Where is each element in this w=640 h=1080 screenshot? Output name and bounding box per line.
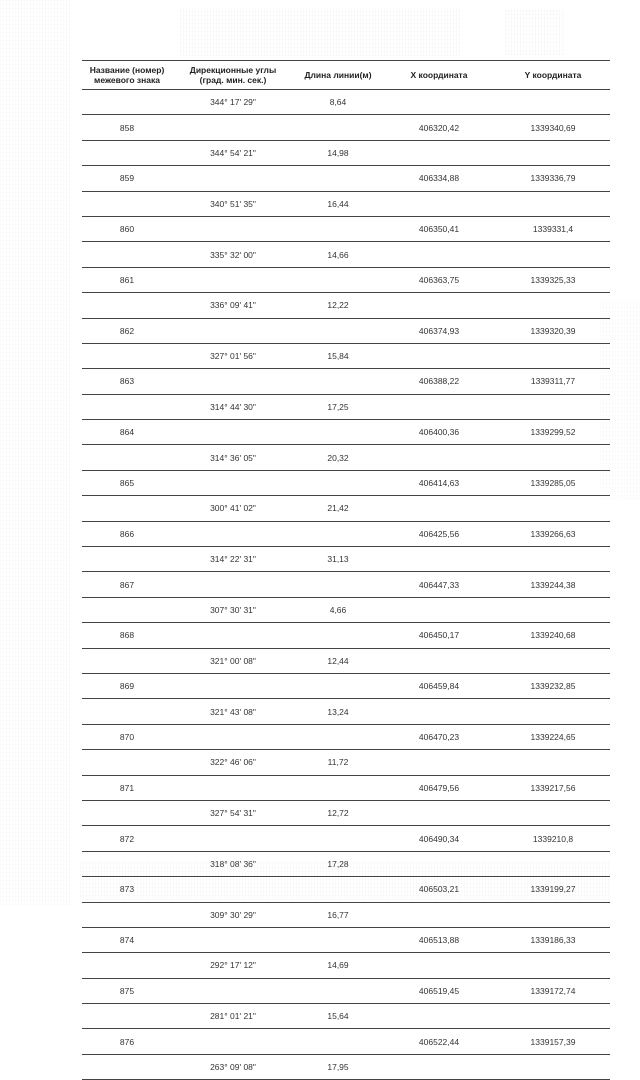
cell-line-length: 20,32: [294, 445, 382, 470]
table-header: [82, 61, 610, 90]
cell-mark-name: [82, 343, 172, 368]
cell-line-length: [294, 927, 382, 952]
cell-x-coordinate: 406490,34: [382, 826, 496, 851]
cell-direction-angle: 336° 09' 41": [172, 293, 294, 318]
cell-direction-angle: [172, 673, 294, 698]
cell-line-length: 12,22: [294, 293, 382, 318]
cell-direction-angle: [172, 166, 294, 191]
table-row: [82, 369, 610, 394]
cell-x-coordinate: [382, 343, 496, 368]
cell-x-coordinate: 406450,17: [382, 623, 496, 648]
cell-x-coordinate: 406513,88: [382, 927, 496, 952]
cell-y-coordinate: 1339285,05: [496, 470, 610, 495]
cell-direction-angle: 307° 30' 31": [172, 597, 294, 622]
cell-x-coordinate: 406334,88: [382, 166, 496, 191]
cell-x-coordinate: [382, 191, 496, 216]
cell-direction-angle: [172, 927, 294, 952]
cell-x-coordinate: 406503,21: [382, 877, 496, 902]
cell-y-coordinate: [496, 597, 610, 622]
scan-noise-top: [180, 8, 460, 56]
header-mark-name-line1: Название (номер): [89, 65, 165, 75]
cell-line-length: 14,69: [294, 953, 382, 978]
cell-mark-name: [82, 648, 172, 673]
cell-line-length: 14,98: [294, 140, 382, 165]
cell-y-coordinate: 1339186,33: [496, 927, 610, 952]
cell-direction-angle: 327° 54' 31": [172, 800, 294, 825]
cell-x-coordinate: [382, 394, 496, 419]
cell-direction-angle: [172, 826, 294, 851]
cell-direction-angle: [172, 470, 294, 495]
cell-line-length: 13,24: [294, 699, 382, 724]
table-row: [82, 724, 610, 749]
cell-line-length: [294, 369, 382, 394]
cell-line-length: [294, 470, 382, 495]
cell-y-coordinate: [496, 496, 610, 521]
cell-y-coordinate: 1339172,74: [496, 978, 610, 1003]
table-row: [82, 216, 610, 241]
cell-x-coordinate: 406374,93: [382, 318, 496, 343]
cell-direction-angle: [172, 978, 294, 1003]
cell-direction-angle: 318° 08' 36": [172, 851, 294, 876]
cell-y-coordinate: [496, 1054, 610, 1079]
cell-x-coordinate: [382, 750, 496, 775]
cell-line-length: [294, 775, 382, 800]
cell-line-length: 31,13: [294, 547, 382, 572]
cell-line-length: 21,42: [294, 496, 382, 521]
cell-x-coordinate: 406519,45: [382, 978, 496, 1003]
table-row: [82, 496, 610, 521]
cell-x-coordinate: [382, 597, 496, 622]
cell-x-coordinate: [382, 902, 496, 927]
table-row: [82, 191, 610, 216]
cell-line-length: [294, 521, 382, 546]
header-direction-angle-line2: (град. мин. сек.): [199, 75, 267, 85]
table-row: [82, 775, 610, 800]
cell-mark-name: [82, 750, 172, 775]
cell-y-coordinate: 1339244,38: [496, 572, 610, 597]
cell-x-coordinate: 406425,56: [382, 521, 496, 546]
cell-y-coordinate: 1339224,65: [496, 724, 610, 749]
cell-y-coordinate: [496, 293, 610, 318]
scan-noise-top-right: [505, 10, 565, 55]
cell-mark-name: 866: [82, 521, 172, 546]
cell-line-length: 11,72: [294, 750, 382, 775]
cell-x-coordinate: 406414,63: [382, 470, 496, 495]
cell-mark-name: [82, 699, 172, 724]
table-row: [82, 115, 610, 140]
cell-line-length: 14,66: [294, 242, 382, 267]
table-row: [82, 90, 610, 115]
cell-x-coordinate: 406459,84: [382, 673, 496, 698]
cell-mark-name: [82, 597, 172, 622]
cell-line-length: [294, 978, 382, 1003]
cell-mark-name: 876: [82, 1029, 172, 1054]
header-direction-angle-line1: Дирекционные углы: [189, 65, 277, 75]
cell-line-length: 17,25: [294, 394, 382, 419]
cell-y-coordinate: [496, 902, 610, 927]
cell-mark-name: [82, 1054, 172, 1079]
cell-mark-name: 874: [82, 927, 172, 952]
cell-y-coordinate: [496, 90, 610, 115]
cell-line-length: [294, 166, 382, 191]
cell-mark-name: [82, 1004, 172, 1029]
cell-line-length: 12,72: [294, 800, 382, 825]
cell-direction-angle: [172, 877, 294, 902]
table-row: [82, 927, 610, 952]
cell-mark-name: [82, 394, 172, 419]
cell-mark-name: [82, 293, 172, 318]
cell-mark-name: 872: [82, 826, 172, 851]
cell-x-coordinate: 406350,41: [382, 216, 496, 241]
cell-direction-angle: [172, 369, 294, 394]
cell-mark-name: 873: [82, 877, 172, 902]
table-row: [82, 343, 610, 368]
cell-mark-name: 868: [82, 623, 172, 648]
cell-y-coordinate: [496, 851, 610, 876]
cell-y-coordinate: [496, 445, 610, 470]
cell-y-coordinate: 1339232,85: [496, 673, 610, 698]
cell-direction-angle: [172, 724, 294, 749]
table-row: [82, 648, 610, 673]
table-row: [82, 1054, 610, 1079]
table-row: [82, 445, 610, 470]
cell-direction-angle: [172, 216, 294, 241]
cell-y-coordinate: 1339336,79: [496, 166, 610, 191]
cell-y-coordinate: 1339157,39: [496, 1029, 610, 1054]
cell-direction-angle: [172, 267, 294, 292]
cell-line-length: [294, 826, 382, 851]
cell-y-coordinate: [496, 343, 610, 368]
cell-direction-angle: 309° 30' 29": [172, 902, 294, 927]
cell-direction-angle: 322° 46' 06": [172, 750, 294, 775]
cell-y-coordinate: [496, 1004, 610, 1029]
cell-y-coordinate: 1339240,68: [496, 623, 610, 648]
header-mark-name: [82, 61, 172, 90]
cell-line-length: 17,95: [294, 1054, 382, 1079]
table-row: [82, 902, 610, 927]
cell-y-coordinate: 1339325,33: [496, 267, 610, 292]
cell-mark-name: 871: [82, 775, 172, 800]
table-row: [82, 597, 610, 622]
cell-line-length: [294, 572, 382, 597]
cell-mark-name: [82, 140, 172, 165]
cell-line-length: [294, 724, 382, 749]
cell-mark-name: 864: [82, 420, 172, 445]
boundary-marks-table: [82, 60, 610, 1080]
cell-mark-name: [82, 953, 172, 978]
cell-direction-angle: [172, 521, 294, 546]
cell-mark-name: [82, 851, 172, 876]
header-row: [82, 61, 610, 90]
cell-x-coordinate: [382, 547, 496, 572]
cell-x-coordinate: [382, 90, 496, 115]
cell-y-coordinate: [496, 648, 610, 673]
cell-direction-angle: [172, 318, 294, 343]
cell-line-length: [294, 623, 382, 648]
cell-line-length: [294, 267, 382, 292]
cell-mark-name: [82, 445, 172, 470]
cell-mark-name: 869: [82, 673, 172, 698]
header-y-coordinate: Y координата: [496, 61, 610, 90]
cell-x-coordinate: [382, 140, 496, 165]
cell-x-coordinate: 406388,22: [382, 369, 496, 394]
cell-line-length: 16,77: [294, 902, 382, 927]
table-row: [82, 420, 610, 445]
table-row: [82, 242, 610, 267]
cell-mark-name: 867: [82, 572, 172, 597]
cell-line-length: 4,66: [294, 597, 382, 622]
cell-y-coordinate: [496, 800, 610, 825]
cell-x-coordinate: [382, 496, 496, 521]
cell-x-coordinate: [382, 851, 496, 876]
cell-mark-name: [82, 191, 172, 216]
table-row: [82, 318, 610, 343]
cell-y-coordinate: [496, 699, 610, 724]
cell-x-coordinate: [382, 293, 496, 318]
cell-line-length: [294, 1029, 382, 1054]
cell-line-length: [294, 673, 382, 698]
cell-line-length: 15,84: [294, 343, 382, 368]
cell-direction-angle: 281° 01' 21": [172, 1004, 294, 1029]
cell-mark-name: [82, 90, 172, 115]
table-row: [82, 877, 610, 902]
cell-y-coordinate: [496, 750, 610, 775]
cell-direction-angle: [172, 1029, 294, 1054]
cell-direction-angle: 300° 41' 02": [172, 496, 294, 521]
cell-direction-angle: 327° 01' 56": [172, 343, 294, 368]
cell-line-length: [294, 420, 382, 445]
cell-y-coordinate: 1339320,39: [496, 318, 610, 343]
cell-x-coordinate: 406479,56: [382, 775, 496, 800]
cell-direction-angle: [172, 623, 294, 648]
cell-x-coordinate: [382, 242, 496, 267]
cell-mark-name: [82, 800, 172, 825]
cell-y-coordinate: [496, 242, 610, 267]
table-row: [82, 140, 610, 165]
cell-line-length: 8,64: [294, 90, 382, 115]
cell-line-length: 16,44: [294, 191, 382, 216]
cell-direction-angle: [172, 775, 294, 800]
cell-x-coordinate: 406522,44: [382, 1029, 496, 1054]
cell-x-coordinate: [382, 648, 496, 673]
cell-direction-angle: 314° 22' 31": [172, 547, 294, 572]
cell-x-coordinate: 406363,75: [382, 267, 496, 292]
cell-x-coordinate: [382, 800, 496, 825]
cell-mark-name: 865: [82, 470, 172, 495]
cell-direction-angle: 344° 17' 29": [172, 90, 294, 115]
table-row: [82, 826, 610, 851]
cell-direction-angle: [172, 572, 294, 597]
cell-direction-angle: 321° 00' 08": [172, 648, 294, 673]
cell-y-coordinate: 1339340,69: [496, 115, 610, 140]
cell-x-coordinate: [382, 953, 496, 978]
cell-x-coordinate: [382, 1004, 496, 1029]
cell-mark-name: [82, 242, 172, 267]
cell-line-length: [294, 216, 382, 241]
table-row: [82, 470, 610, 495]
header-mark-name-line2: межевого знака: [94, 75, 160, 85]
table-row: [82, 394, 610, 419]
table-row: [82, 521, 610, 546]
cell-line-length: 17,28: [294, 851, 382, 876]
table-row: [82, 851, 610, 876]
table-row: [82, 267, 610, 292]
cell-mark-name: 870: [82, 724, 172, 749]
cell-x-coordinate: 406400,36: [382, 420, 496, 445]
cell-direction-angle: 335° 32' 00": [172, 242, 294, 267]
cell-direction-angle: [172, 420, 294, 445]
cell-direction-angle: [172, 115, 294, 140]
table-row: [82, 978, 610, 1003]
cell-line-length: [294, 318, 382, 343]
cell-direction-angle: 314° 36' 05": [172, 445, 294, 470]
cell-x-coordinate: [382, 699, 496, 724]
cell-y-coordinate: 1339311,77: [496, 369, 610, 394]
cell-y-coordinate: 1339199,27: [496, 877, 610, 902]
cell-mark-name: [82, 496, 172, 521]
cell-y-coordinate: [496, 394, 610, 419]
table-row: [82, 953, 610, 978]
table-row: [82, 673, 610, 698]
cell-x-coordinate: [382, 1054, 496, 1079]
scan-noise-left: [0, 0, 70, 905]
cell-y-coordinate: 1339266,63: [496, 521, 610, 546]
cell-mark-name: 863: [82, 369, 172, 394]
cell-mark-name: 875: [82, 978, 172, 1003]
table-row: [82, 699, 610, 724]
cell-mark-name: 862: [82, 318, 172, 343]
table-row: [82, 800, 610, 825]
table-row: [82, 623, 610, 648]
cell-mark-name: 859: [82, 166, 172, 191]
cell-mark-name: 858: [82, 115, 172, 140]
cell-mark-name: [82, 547, 172, 572]
cell-direction-angle: 292° 17' 12": [172, 953, 294, 978]
cell-y-coordinate: 1339299,52: [496, 420, 610, 445]
cell-y-coordinate: 1339217,56: [496, 775, 610, 800]
table-body: [82, 90, 610, 1080]
cell-direction-angle: 340° 51' 35": [172, 191, 294, 216]
cell-direction-angle: 314° 44' 30": [172, 394, 294, 419]
header-direction-angle: [172, 61, 294, 90]
table-row: [82, 166, 610, 191]
cell-y-coordinate: [496, 191, 610, 216]
cell-mark-name: 860: [82, 216, 172, 241]
cell-mark-name: [82, 902, 172, 927]
cell-x-coordinate: 406470,23: [382, 724, 496, 749]
cell-x-coordinate: [382, 445, 496, 470]
cell-y-coordinate: [496, 547, 610, 572]
cell-y-coordinate: 1339210,8: [496, 826, 610, 851]
cell-direction-angle: 321° 43' 08": [172, 699, 294, 724]
table-row: [82, 1029, 610, 1054]
header-x-coordinate: X координата: [382, 61, 496, 90]
table-row: [82, 750, 610, 775]
cell-y-coordinate: [496, 953, 610, 978]
cell-y-coordinate: [496, 140, 610, 165]
cell-x-coordinate: 406447,33: [382, 572, 496, 597]
cell-line-length: 12,44: [294, 648, 382, 673]
table-row: [82, 547, 610, 572]
cell-x-coordinate: 406320,42: [382, 115, 496, 140]
cell-mark-name: 861: [82, 267, 172, 292]
cell-direction-angle: 263° 09' 08": [172, 1054, 294, 1079]
table-row: [82, 293, 610, 318]
cell-line-length: 15,64: [294, 1004, 382, 1029]
cell-line-length: [294, 115, 382, 140]
cell-direction-angle: 344° 54' 21": [172, 140, 294, 165]
cell-line-length: [294, 877, 382, 902]
cell-y-coordinate: 1339331,4: [496, 216, 610, 241]
table-row: [82, 572, 610, 597]
header-line-length: Длина линии(м): [294, 61, 382, 90]
table-row: [82, 1004, 610, 1029]
